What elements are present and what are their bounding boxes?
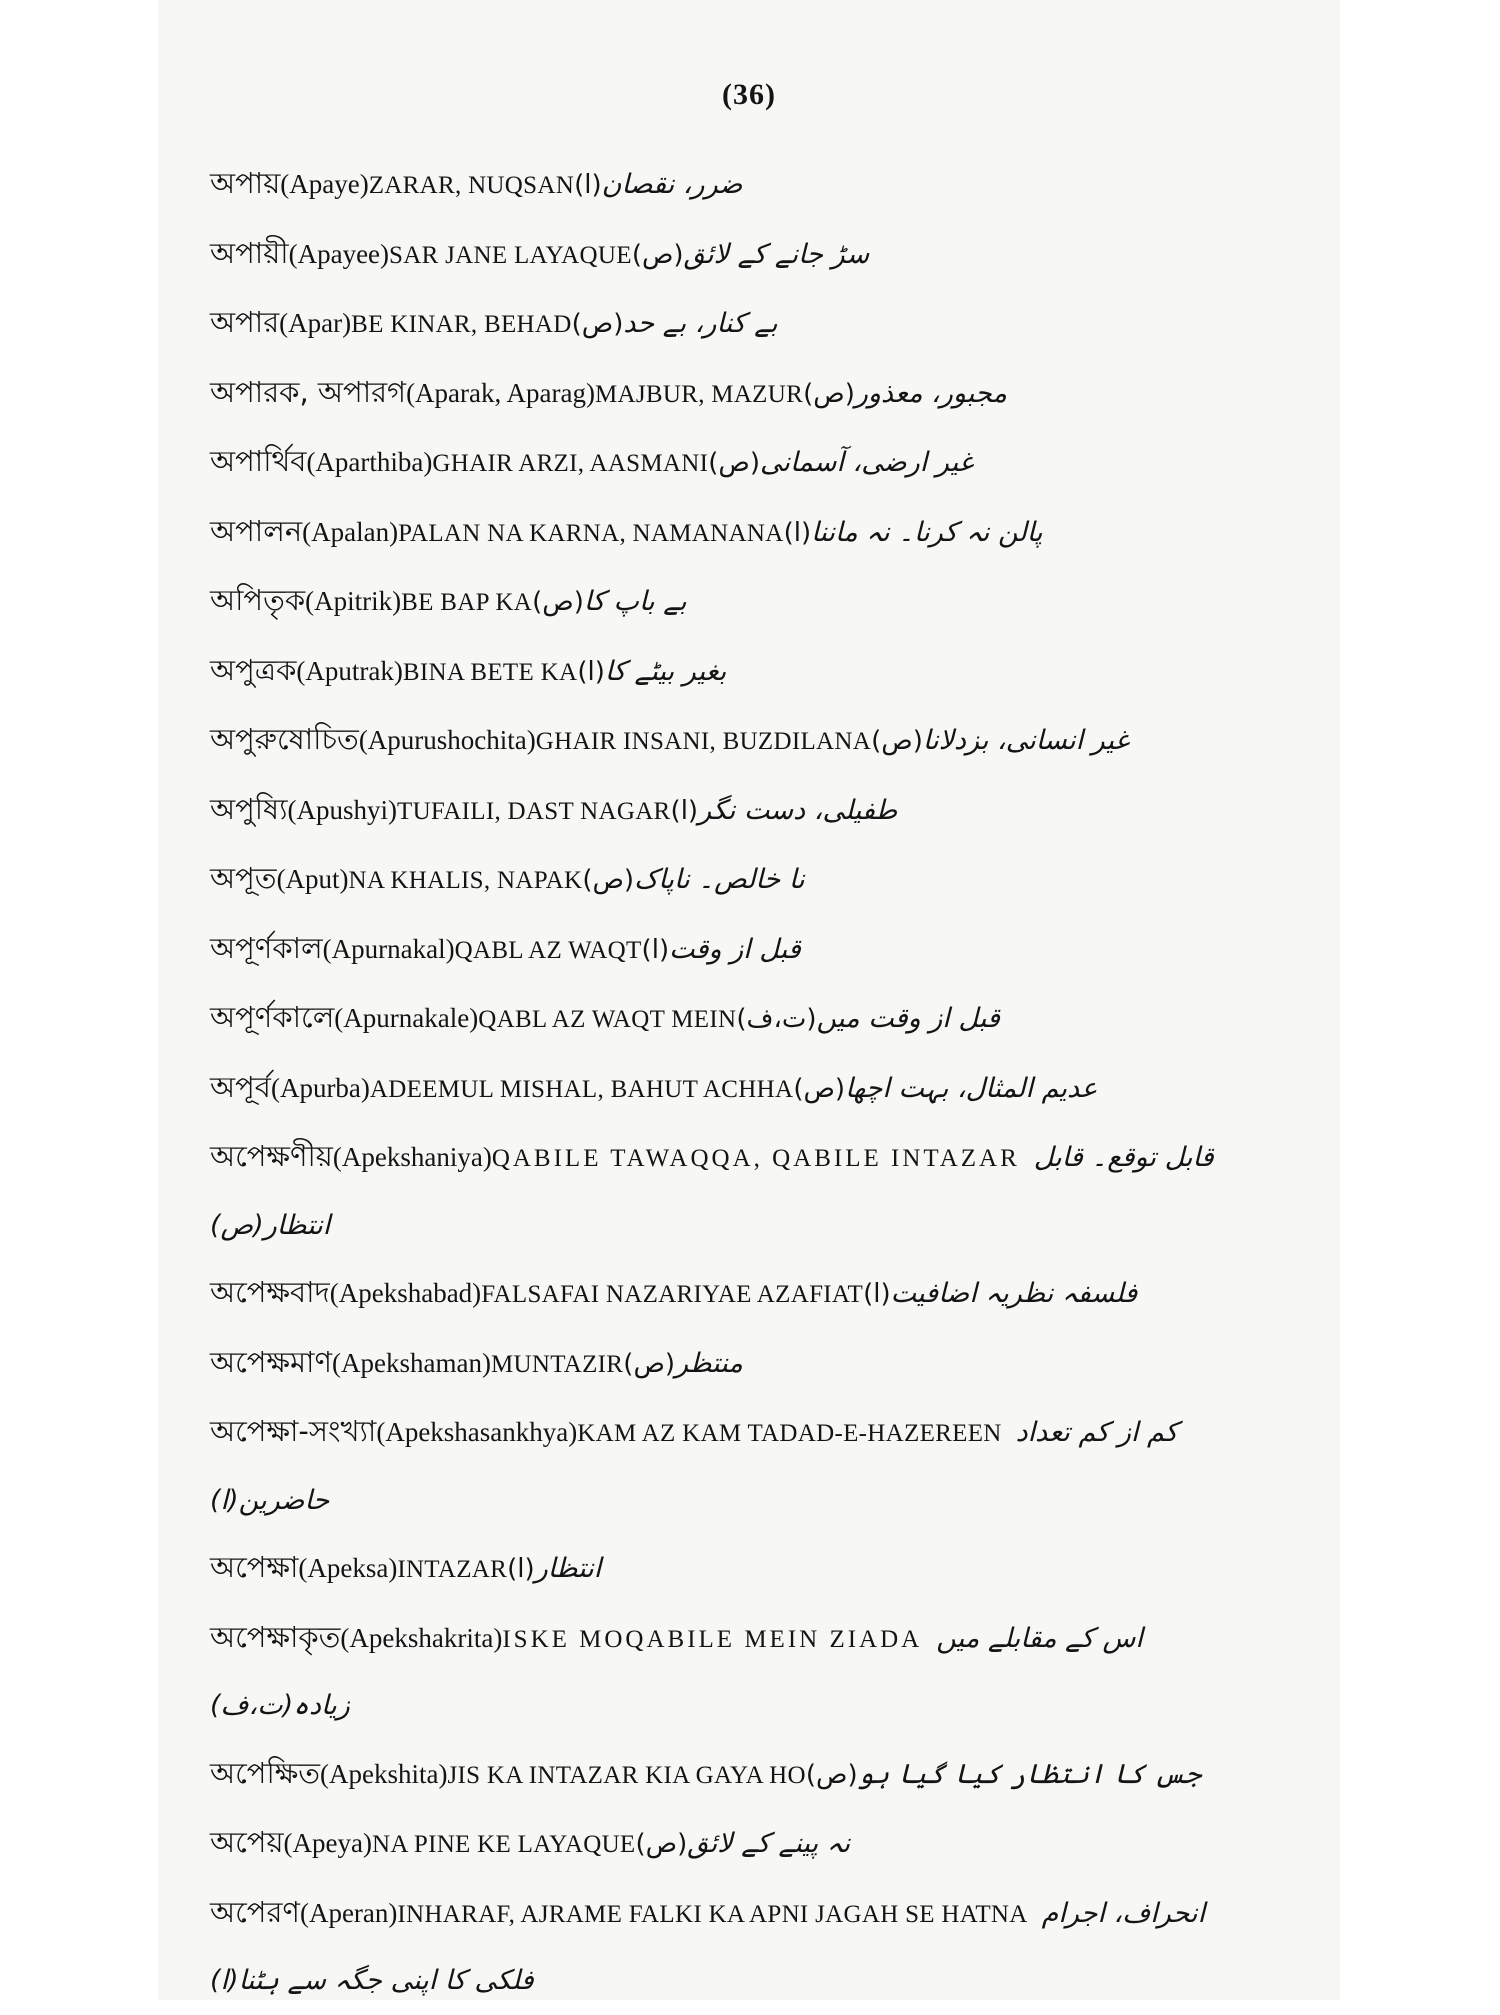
meaning-roman-urdu: INTAZAR bbox=[397, 1556, 508, 1583]
transliteration: (Apeksa) bbox=[298, 1553, 398, 1583]
bengali-headword: অপুত্রক bbox=[210, 652, 297, 687]
bengali-headword: অপার bbox=[210, 305, 280, 339]
grammar-tag: (ا) bbox=[783, 517, 812, 548]
transliteration: (Apurushochita) bbox=[358, 725, 536, 755]
grammar-tag: (ا) bbox=[574, 170, 602, 200]
grammar-tag: (ص) bbox=[635, 1829, 688, 1859]
meaning-roman-urdu: JIS KA INTAZAR KIA GAYA HO bbox=[447, 1761, 806, 1789]
urdu-meaning: غیر انسانی، بزدلانا bbox=[922, 725, 1129, 756]
dictionary-entry bbox=[210, 915, 1320, 985]
urdu-meaning: بے کنار، بے حد bbox=[623, 308, 778, 339]
transliteration: (Aput) bbox=[276, 864, 349, 894]
meaning-roman-urdu: INHARAF, AJRAME FALKI KA APNI JAGAH SE HATNA bbox=[397, 1900, 1028, 1928]
grammar-tag: (ا) bbox=[670, 795, 699, 826]
bengali-headword: অপূর্ণকাল bbox=[210, 930, 323, 965]
transliteration: (Apekshita) bbox=[320, 1758, 448, 1789]
bengali-headword: অপেক্ষা-সংখ্যা bbox=[210, 1414, 377, 1448]
bengali-headword: অপূর্ব bbox=[210, 1069, 271, 1104]
bengali-headword: অপার্থিব bbox=[210, 444, 307, 478]
grammar-tag: (ا) bbox=[641, 934, 670, 965]
dictionary-entry bbox=[210, 706, 1320, 776]
urdu-meaning: منتظر bbox=[675, 1347, 743, 1379]
bengali-headword: অপেক্ষিত bbox=[210, 1755, 321, 1790]
urdu-meaning: مجبور، معذور bbox=[854, 377, 1007, 409]
grammar-tag: (ت،ف) bbox=[736, 1004, 817, 1034]
urdu-meaning: انتظار bbox=[534, 1553, 602, 1584]
bengali-headword: অপায় bbox=[210, 166, 281, 200]
bengali-headword: অপালন bbox=[210, 513, 303, 548]
urdu-meaning: بغیر بیٹے کا bbox=[604, 655, 727, 687]
meaning-roman-urdu: PALAN NA KARNA, NAMANANA bbox=[398, 519, 784, 547]
dictionary-entry bbox=[210, 776, 1320, 846]
dictionary-page bbox=[158, 0, 1340, 2000]
bengali-headword: অপেরণ bbox=[210, 1894, 300, 1929]
transliteration: (Aparak, Aparag) bbox=[406, 377, 595, 408]
dictionary-entry bbox=[210, 1398, 1320, 1468]
meaning-roman-urdu: FALSAFAI NAZARIYAE AZAFIAT bbox=[481, 1281, 864, 1308]
entry-list bbox=[210, 150, 1320, 2015]
dictionary-entry bbox=[210, 428, 1320, 498]
grammar-tag: (ص) bbox=[708, 448, 760, 478]
urdu-meaning: کم از کم تعداد bbox=[1015, 1417, 1178, 1448]
dictionary-entry bbox=[210, 637, 1320, 707]
urdu-meaning: نا خالص۔ ناپاک bbox=[634, 864, 805, 895]
transliteration: (Apekshaman) bbox=[332, 1347, 491, 1378]
meaning-roman-urdu: QABL AZ WAQT bbox=[454, 936, 642, 964]
urdu-meaning: غیر ارضی، آسمانی bbox=[760, 447, 973, 478]
meaning-roman-urdu: ADEEMUL MISHAL, BAHUT ACHHA bbox=[369, 1075, 794, 1103]
urdu-meaning: نہ پینے کے لائق bbox=[687, 1828, 851, 1859]
bengali-headword: অপেক্ষবাদ bbox=[210, 1275, 330, 1309]
dictionary-entry bbox=[210, 1259, 1320, 1329]
transliteration: (Apushyi) bbox=[287, 794, 397, 825]
meaning-roman-urdu: BINA BETE KA bbox=[402, 658, 578, 686]
dictionary-entry bbox=[210, 150, 1320, 220]
dictionary-entry bbox=[210, 220, 1320, 290]
grammar-tag: (ص) bbox=[805, 1759, 858, 1790]
dictionary-entry bbox=[210, 359, 1320, 429]
urdu-meaning-continuation: فلکی کا اپنی جگہ سے ہٹنا(ا) bbox=[210, 1965, 534, 1996]
dictionary-entry bbox=[210, 1879, 1320, 1949]
meaning-roman-urdu: ZARAR, NUQSAN bbox=[368, 172, 575, 199]
urdu-meaning-continuation: انتظار(ص) bbox=[210, 1209, 331, 1241]
transliteration: (Apurnakale) bbox=[334, 1003, 479, 1033]
dictionary-entry bbox=[210, 984, 1320, 1054]
meaning-roman-urdu: NA KHALIS, NAPAK bbox=[348, 867, 583, 894]
grammar-tag: (ا) bbox=[863, 1279, 891, 1309]
urdu-meaning: فلسفہ نظریہ اضافیت bbox=[890, 1278, 1138, 1309]
transliteration: (Apitrik) bbox=[305, 586, 402, 616]
transliteration: (Apar) bbox=[279, 308, 352, 338]
transliteration: (Apekshaniya) bbox=[332, 1142, 492, 1172]
grammar-tag: (ا) bbox=[507, 1554, 535, 1584]
dictionary-entry bbox=[210, 1534, 1320, 1604]
grammar-tag: (ا) bbox=[577, 656, 605, 687]
meaning-roman-urdu: SAR JANE LAYAQUE bbox=[389, 241, 632, 269]
transliteration: (Apalan) bbox=[302, 516, 399, 547]
dictionary-entry bbox=[210, 1604, 1320, 1674]
meaning-roman-urdu: MUNTAZIR bbox=[490, 1350, 624, 1378]
urdu-meaning: ضرر، نقصان bbox=[601, 169, 743, 200]
urdu-meaning: انحراف، اجرام bbox=[1041, 1897, 1206, 1929]
meaning-roman-urdu: TUFAILI, DAST NAGAR bbox=[397, 797, 671, 825]
grammar-tag: (ص) bbox=[571, 309, 624, 339]
grammar-tag: (ص) bbox=[803, 378, 855, 409]
bengali-headword: অপায়ী bbox=[210, 235, 289, 270]
grammar-tag: (ص) bbox=[582, 865, 635, 895]
meaning-roman-urdu: BE KINAR, BEHAD bbox=[351, 311, 572, 338]
transliteration: (Aputrak) bbox=[296, 655, 403, 686]
meaning-roman-urdu: QABL AZ WAQT MEIN bbox=[478, 1006, 737, 1033]
bengali-headword: অপেক্ষণীয় bbox=[210, 1139, 333, 1173]
transliteration: (Apayee) bbox=[288, 238, 390, 269]
dictionary-entry bbox=[210, 289, 1320, 359]
transliteration: (Apurnakal) bbox=[322, 933, 455, 964]
bengali-headword: অপূত bbox=[210, 861, 277, 895]
transliteration: (Aparthiba) bbox=[306, 447, 433, 477]
meaning-roman-urdu: GHAIR ARZI, AASMANI bbox=[432, 450, 709, 477]
grammar-tag: (ص) bbox=[871, 726, 923, 756]
meaning-roman-urdu: BE BAP KA bbox=[401, 589, 533, 616]
transliteration: (Apekshabad) bbox=[329, 1278, 482, 1308]
bengali-headword: অপুষ্যি bbox=[210, 791, 288, 826]
bengali-headword: অপারক, অপারগ bbox=[210, 374, 407, 409]
meaning-roman-urdu: ISKE MOQABILE MEIN ZIADA bbox=[502, 1625, 923, 1653]
bengali-headword: অপুরুষোচিত bbox=[210, 722, 359, 756]
urdu-meaning: طفیلی، دست نگر bbox=[698, 794, 898, 826]
dictionary-entry bbox=[210, 1329, 1320, 1399]
bengali-headword: অপেয় bbox=[210, 1825, 284, 1859]
transliteration: (Apaye) bbox=[280, 169, 369, 199]
meaning-roman-urdu: MAJBUR, MAZUR bbox=[594, 380, 804, 408]
dictionary-entry bbox=[210, 1809, 1320, 1879]
dictionary-entry bbox=[210, 1123, 1320, 1193]
meaning-roman-urdu: KAM AZ KAM TADAD-E-HAZEREEN bbox=[577, 1420, 1002, 1447]
bengali-headword: অপূর্ণকালে bbox=[210, 1000, 335, 1034]
urdu-meaning: قبل از وقت bbox=[669, 933, 801, 965]
urdu-meaning: پالن نہ کرنا۔ نہ ماننا bbox=[811, 516, 1043, 548]
urdu-meaning-continuation: زیادہ(ت،ف) bbox=[210, 1690, 350, 1721]
bengali-headword: অপেক্ষমাণ bbox=[210, 1344, 332, 1379]
urdu-meaning-continuation: حاضرین(ا) bbox=[210, 1484, 330, 1516]
transliteration: (Apekshasankhya) bbox=[376, 1417, 578, 1447]
meaning-roman-urdu: GHAIR INSANI, BUZDILANA bbox=[535, 728, 872, 755]
urdu-meaning: جس کا انتظار کیا گیا ہو bbox=[857, 1758, 1202, 1790]
page-number: (36) bbox=[722, 78, 776, 111]
urdu-meaning: بے باپ کا bbox=[583, 586, 687, 617]
urdu-meaning: اس کے مقابلے میں bbox=[936, 1622, 1143, 1654]
urdu-meaning: عدیم المثال، بہت اچھا bbox=[845, 1072, 1098, 1104]
dictionary-entry bbox=[210, 567, 1320, 637]
dictionary-entry bbox=[210, 1740, 1320, 1810]
dictionary-entry bbox=[210, 1054, 1320, 1124]
urdu-meaning: قابل توقع۔ قابل bbox=[1033, 1142, 1214, 1173]
bengali-headword: অপেক্ষাকৃত bbox=[210, 1619, 341, 1654]
grammar-tag: (ص) bbox=[532, 587, 584, 617]
dictionary-entry bbox=[210, 845, 1320, 915]
meaning-roman-urdu: NA PINE KE LAYAQUE bbox=[372, 1831, 636, 1858]
dictionary-entry bbox=[210, 498, 1320, 568]
meaning-roman-urdu: QABILE TAWAQQA, QABILE INTAZAR bbox=[491, 1145, 1020, 1172]
bengali-headword: অপিতৃক bbox=[210, 583, 306, 617]
transliteration: (Aperan) bbox=[299, 1897, 398, 1928]
bengali-headword: অপেক্ষা bbox=[210, 1550, 299, 1584]
grammar-tag: (ص) bbox=[793, 1073, 846, 1104]
grammar-tag: (ص) bbox=[631, 239, 684, 270]
urdu-meaning: سڑ جانے کے لائق bbox=[683, 238, 870, 270]
transliteration: (Apeya) bbox=[283, 1828, 372, 1858]
grammar-tag: (ص) bbox=[623, 1348, 676, 1379]
urdu-meaning: قبل از وقت میں bbox=[816, 1003, 1000, 1034]
transliteration: (Apekshakrita) bbox=[340, 1622, 503, 1653]
transliteration: (Apurba) bbox=[270, 1072, 370, 1103]
